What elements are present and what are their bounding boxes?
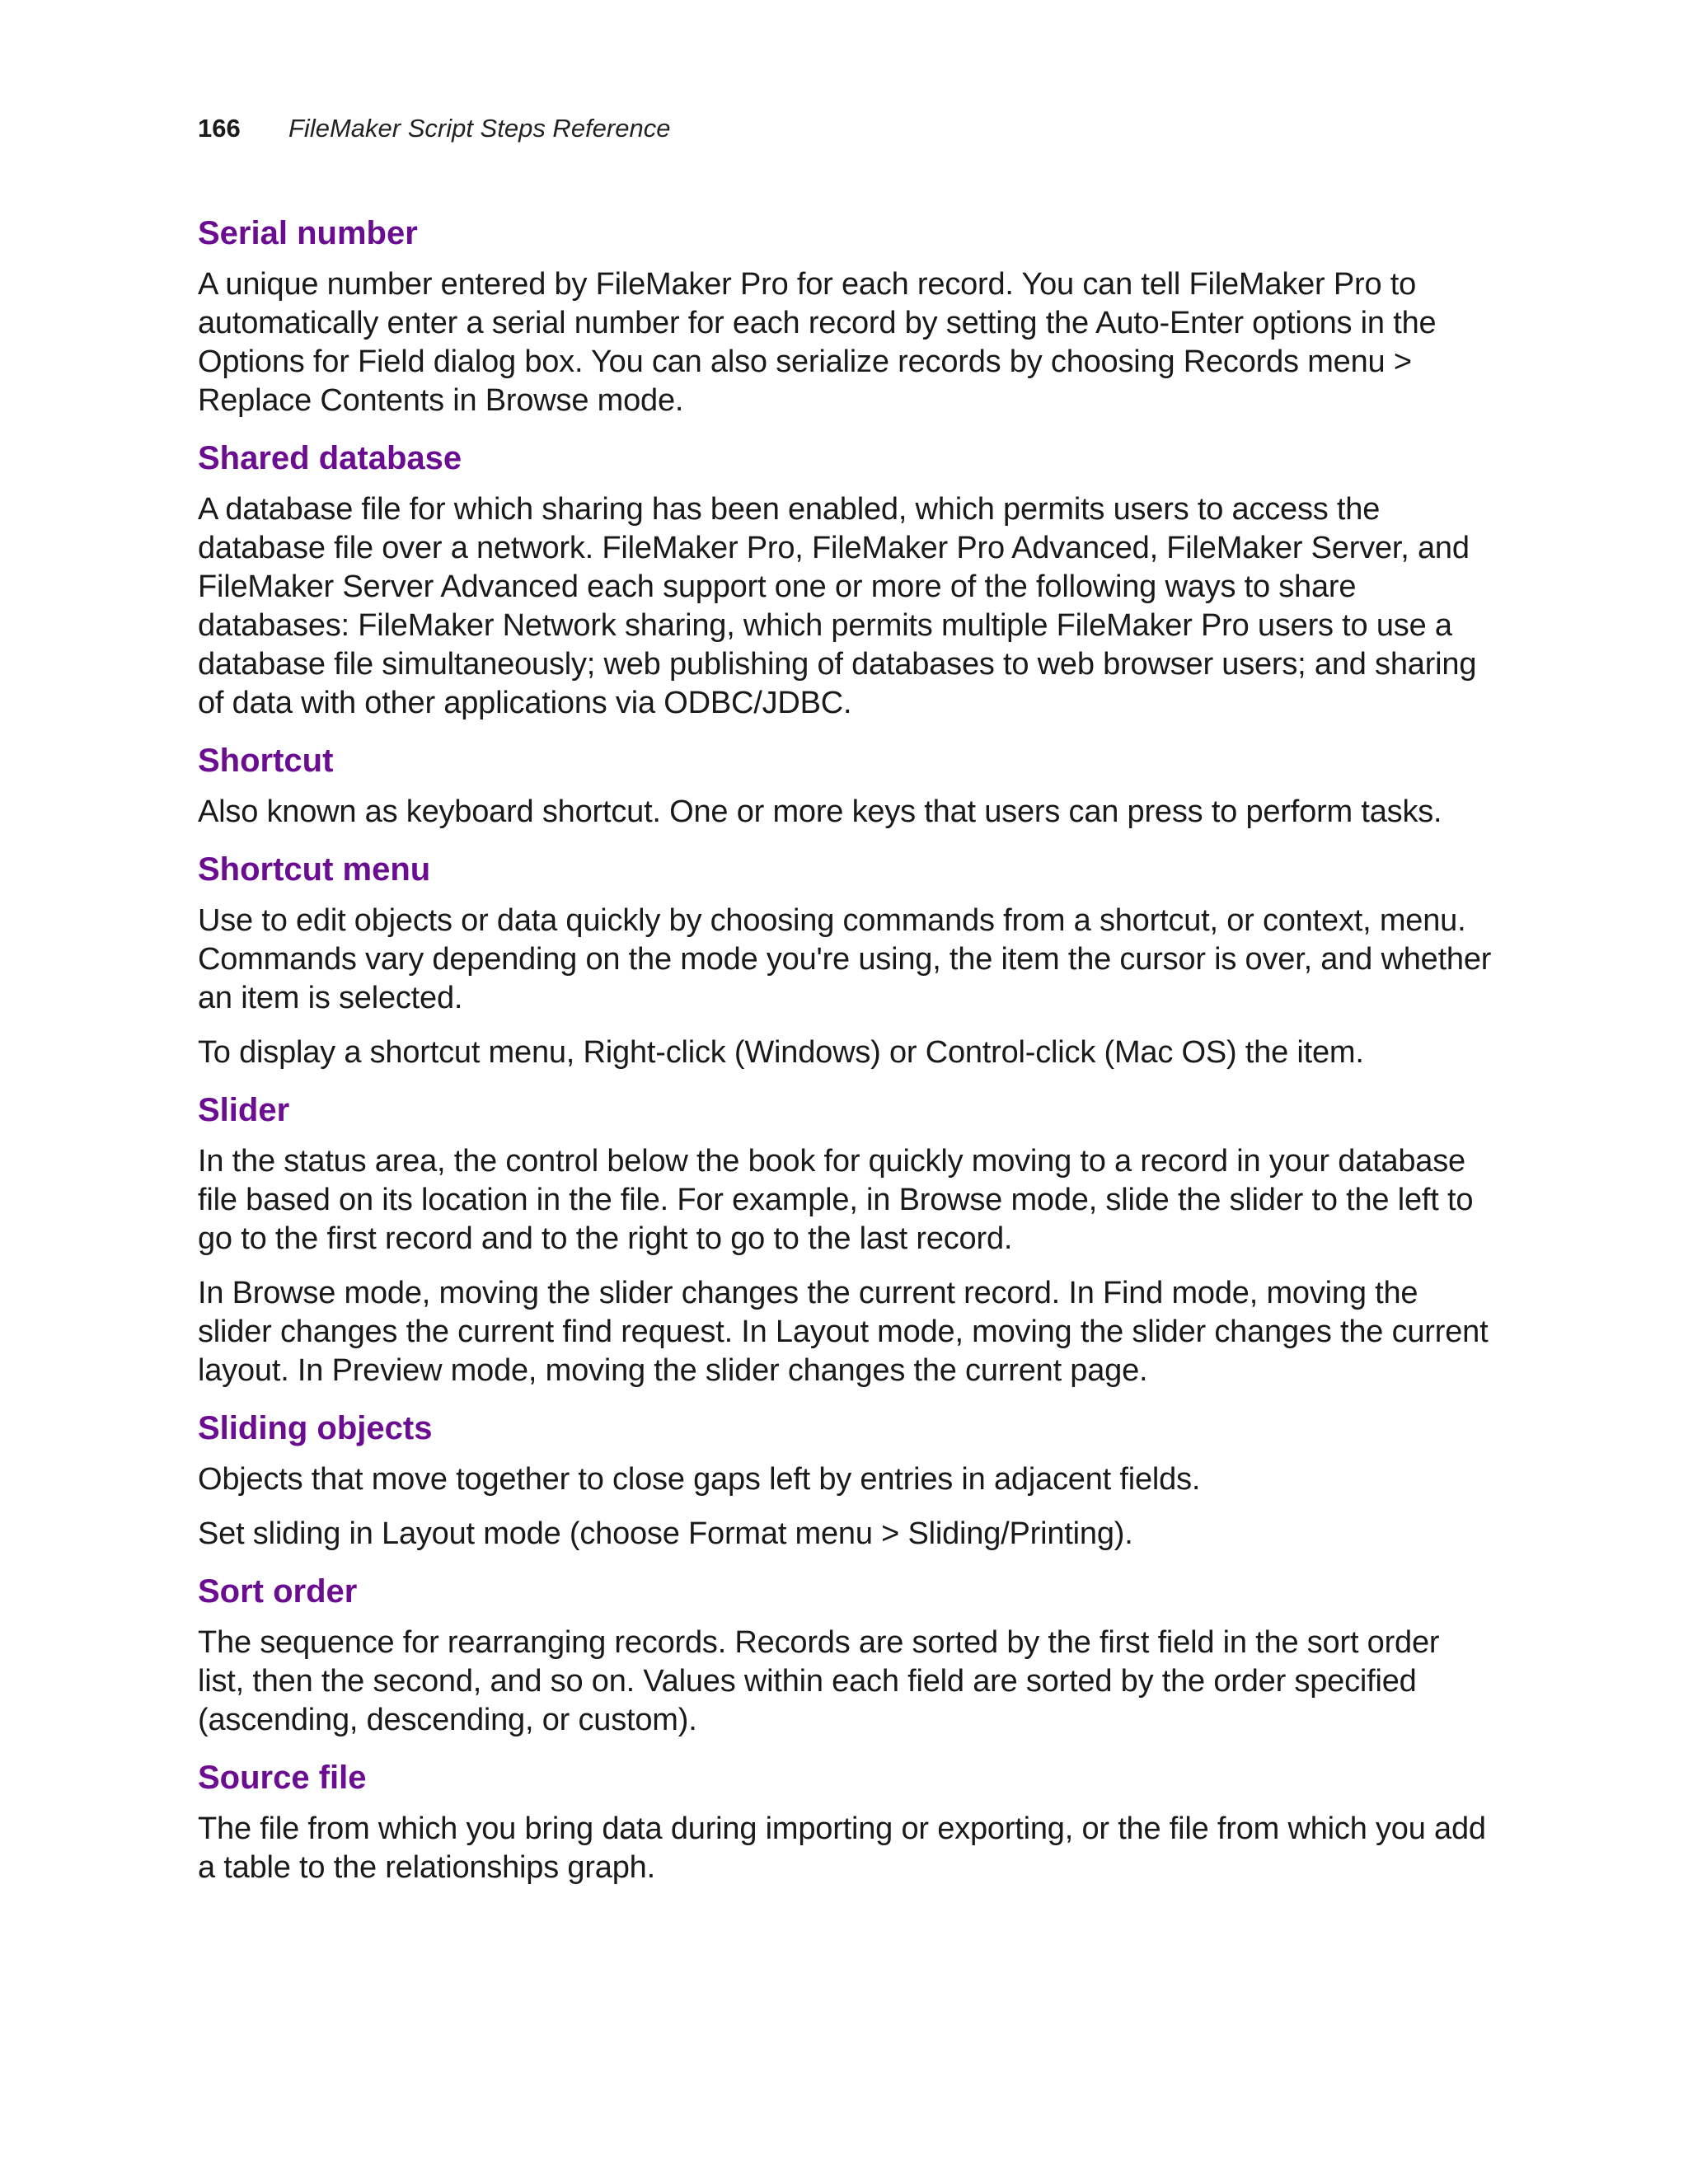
term-definition: A database file for which sharing has been enabled, which permits users to access the database file over a network. FileMaker Pro, FileMaker Pro Advanced, FileMaker Server, and FileMaker Server Advanced each support one or more of the following ways to share databases: FileMaker Network sharing, which permits multiple FileMaker Pro users to use a database file simultaneously; web publishing of databases to web browser users; and sharing of data with other applications via ODBC/JDBC. [198,492,1477,720]
term-definition: A unique number entered by FileMaker Pro for each record. You can tell FileMaker Pro to automatically enter a serial number for each record by setting the Auto-Enter options in the Options for Field dialog box. You can also serialize records by choosing Records menu > Replace Contents in Browse mode. [198,267,1437,418]
term-heading: Serial number [198,215,418,251]
term-definition: To display a shortcut menu, Right-click (Windows) or Control-click (Mac OS) the item. [198,1035,1364,1070]
term-heading: Shared database [198,440,462,476]
term-heading: Source file [198,1760,367,1796]
glossary-content [198,211,1492,1903]
term-definition: Also known as keyboard shortcut. One or more keys that users can press to perform tasks. [198,794,1442,829]
glossary-term-source-file [198,1755,1492,1887]
term-definition: Set sliding in Layout mode (choose Format menu > Sliding/Printing). [198,1516,1133,1551]
glossary-term-sort-order [198,1569,1492,1740]
term-heading: Slider [198,1092,290,1128]
term-heading: Sliding objects [198,1410,433,1446]
glossary-term-sliding-objects [198,1406,1492,1554]
term-heading: Shortcut menu [198,851,431,888]
term-heading: Shortcut [198,743,334,779]
glossary-term-shortcut-menu [198,847,1492,1072]
glossary-term-shortcut [198,738,1492,832]
term-definition: Objects that move together to close gaps left by entries in adjacent fields. [198,1462,1201,1497]
term-definition: Use to edit objects or data quickly by choosing commands from a shortcut, or context, menu. Commands vary depending on the mode you're using, the item the cursor is over, and whether an item is selected. [198,903,1492,1015]
term-heading: Sort order [198,1573,358,1610]
running-title: FileMaker Script Steps Reference [288,114,671,143]
page-number: 166 [198,114,241,143]
glossary-term-serial-number [198,211,1492,420]
term-definition: The file from which you bring data during importing or exporting, or the file from which you add a table to the relationships graph. [198,1811,1486,1885]
term-definition: In Browse mode, moving the slider changes the current record. In Find mode, moving the slider changes the current find request. In Layout mode, moving the slider changes the current layout. In Preview mode, moving the slider changes the current page. [198,1276,1489,1388]
term-definition: The sequence for rearranging records. Records are sorted by the first field in the sort order list, then the second, and so on. Values within each field are sorted by the order specified (ascending, descending, or custom). [198,1625,1440,1737]
glossary-term-slider [198,1088,1492,1390]
page-header [198,114,670,143]
term-definition: In the status area, the control below the book for quickly moving to a record in your database file based on its location in the file. For example, in Browse mode, slide the slider to the left to go to the first record and to the right to go to the last record. [198,1144,1474,1256]
glossary-term-shared-database [198,436,1492,723]
